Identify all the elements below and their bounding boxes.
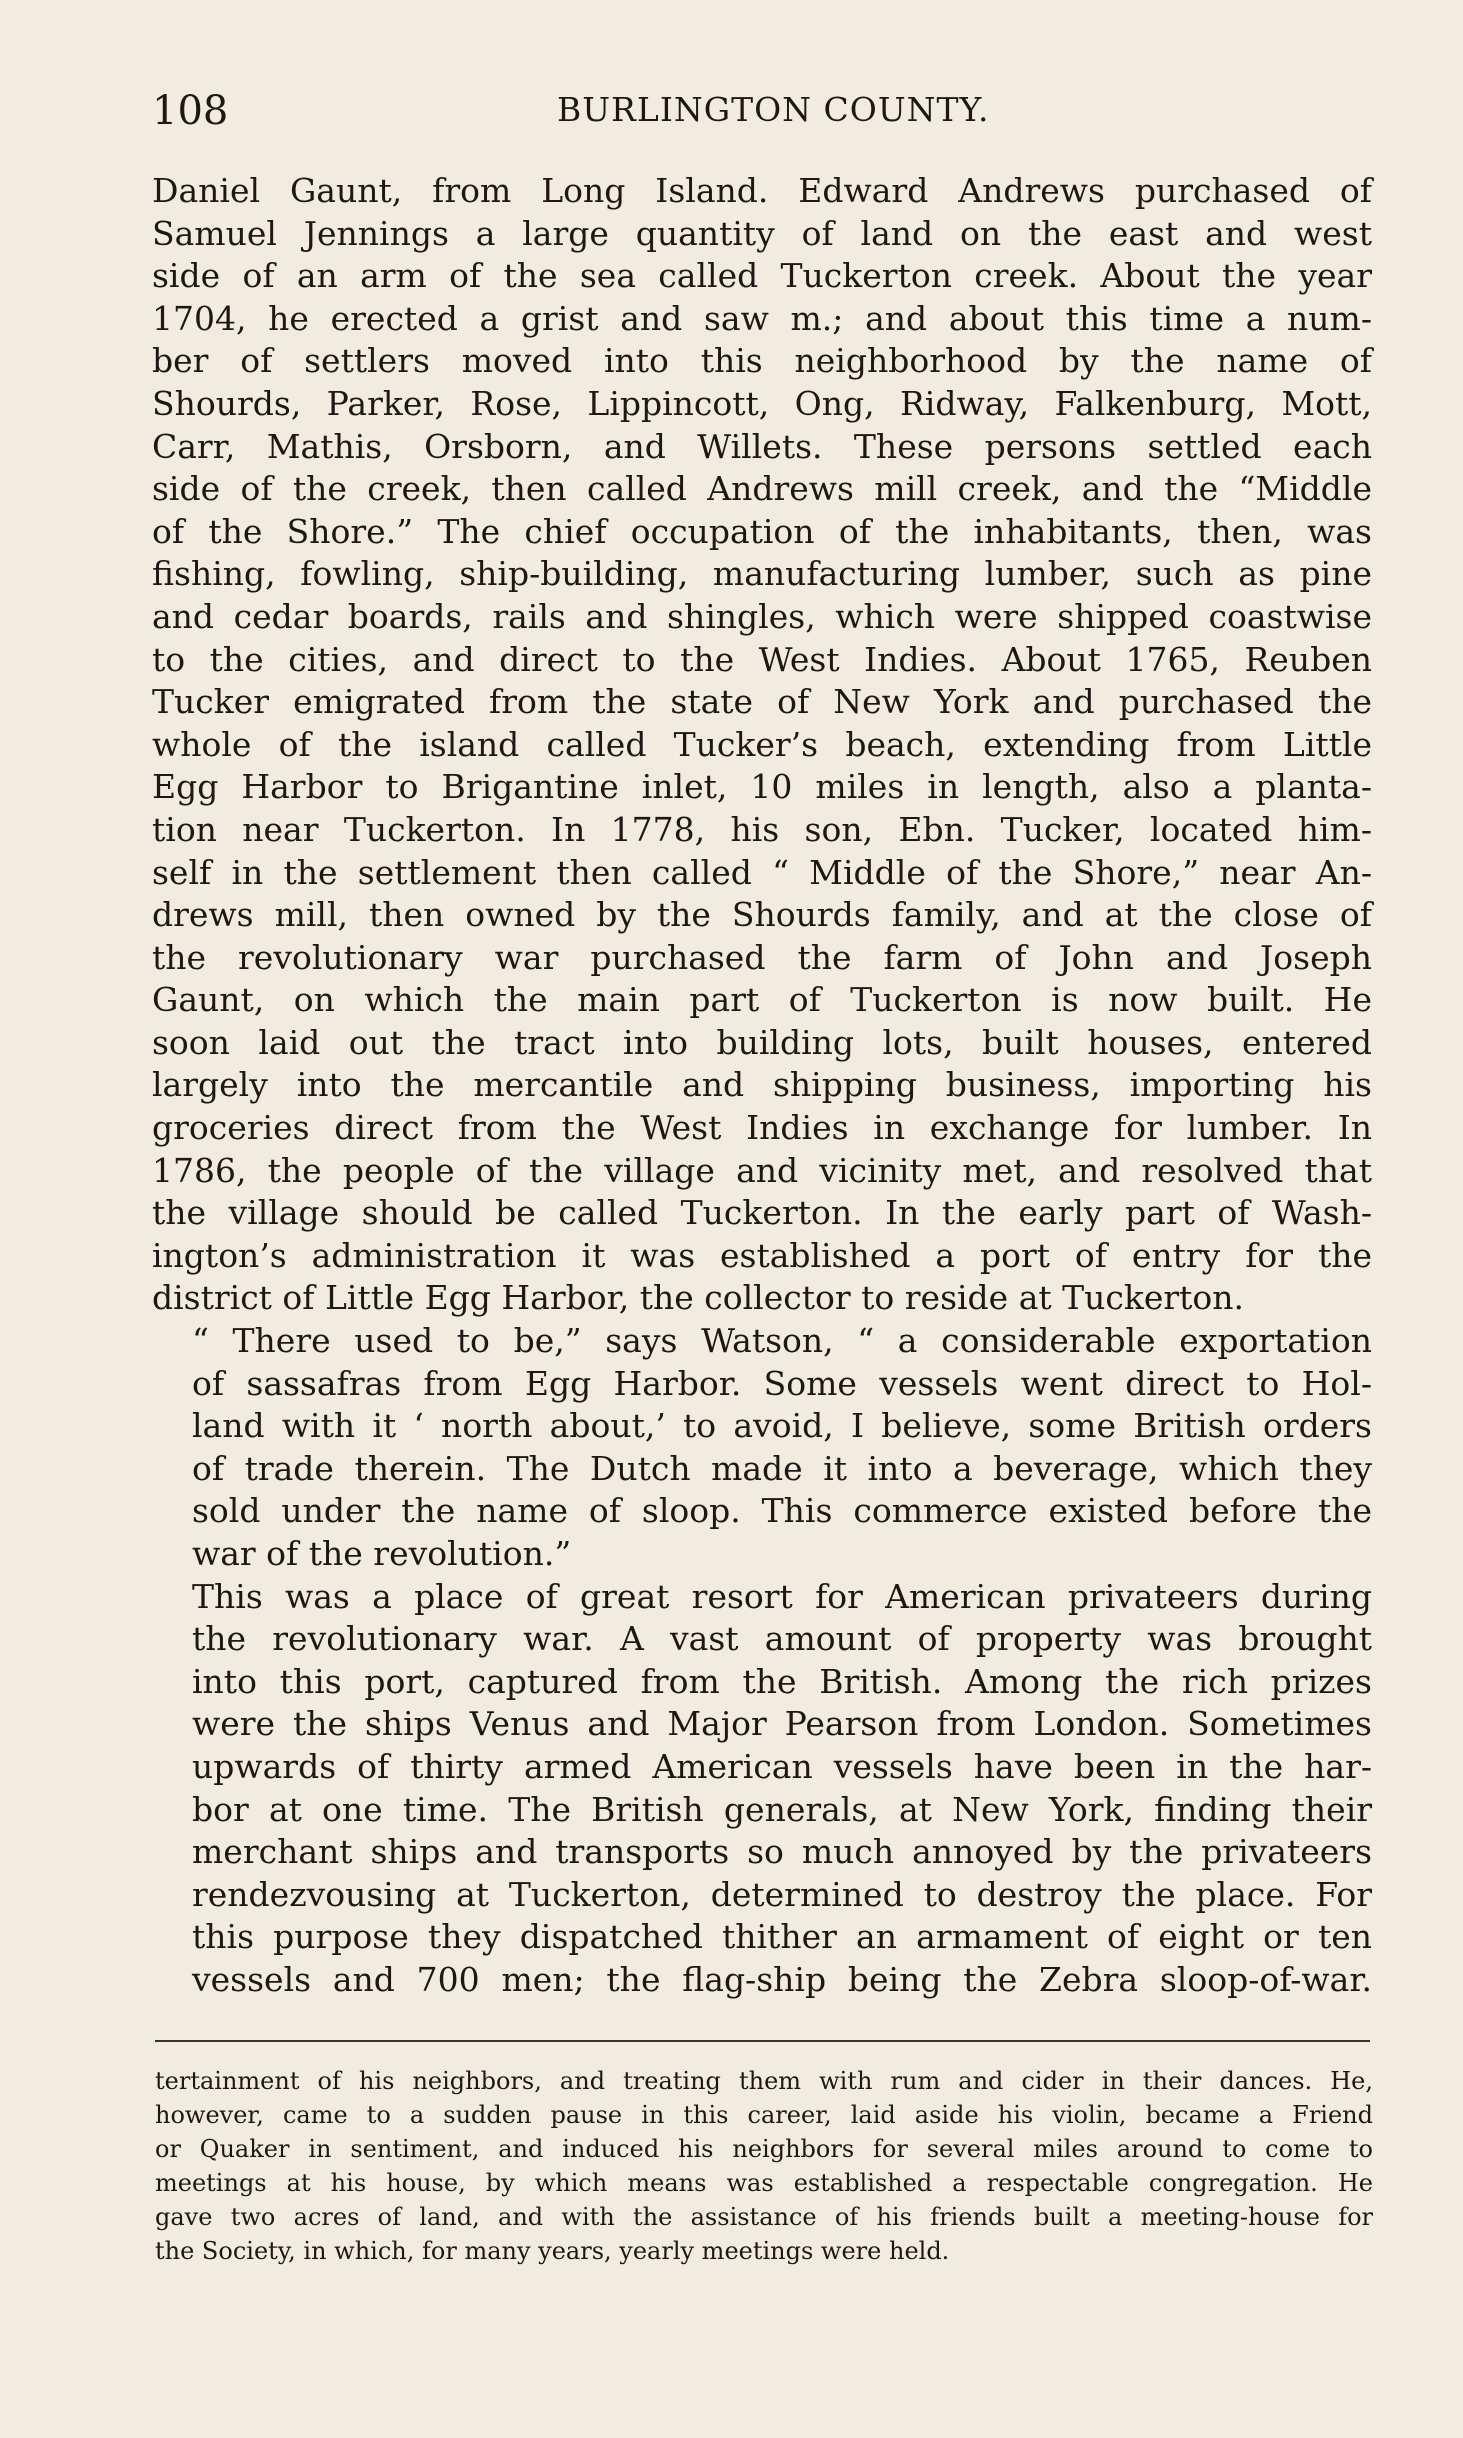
footnote-line: meetings at his house, by which means was established a respectable congregation. He	[155, 2169, 1373, 2197]
page-header	[152, 88, 1372, 138]
text-line: ber of settlers moved into this neighborhood by the name of	[152, 341, 1372, 381]
text-line: Gaunt, on which the main part of Tuckerton is now built. He	[152, 980, 1372, 1020]
text-line: drews mill, then owned by the Shourds family, and at the close of	[152, 895, 1372, 935]
text-line: the revolutionary war purchased the farm of John and Joseph	[152, 937, 1372, 977]
text-line: Carr, Mathis, Orsborn, and Willets. These persons settled each	[152, 426, 1372, 466]
footnote-line: the Society, in which, for many years, yearly meetings were held.	[155, 2237, 950, 2265]
text-line: upwards of thirty armed American vessels have been in the har-	[192, 1746, 1372, 1786]
text-line: Tucker emigrated from the state of New York and purchased the	[152, 682, 1372, 722]
text-line: 1786, the people of the village and vicinity met, and resolved that	[152, 1150, 1372, 1190]
text-line: Egg Harbor to Brigantine inlet, 10 miles in length, also a planta-	[152, 767, 1372, 807]
text-line: “ There used to be,” says Watson, “ a considerable exportation	[192, 1321, 1372, 1361]
text-line: This was a place of great resort for American privateers during	[192, 1576, 1372, 1616]
text-line: Samuel Jennings a large quantity of land on the east and west	[152, 213, 1372, 253]
text-line: of sassafras from Egg Harbor. Some vessels went direct to Hol-	[192, 1363, 1372, 1403]
footnote-line: or Quaker in sentiment, and induced his neighbors for several miles around to come to	[155, 2135, 1373, 2163]
text-line: and cedar boards, rails and shingles, which were shipped coastwise	[152, 596, 1372, 636]
main-text	[152, 170, 1372, 2002]
text-line: whole of the island called Tucker’s beach, extending from Little	[152, 724, 1372, 764]
text-line: rendezvousing at Tuckerton, determined to destroy the place. For	[192, 1874, 1372, 1914]
text-line: 1704, he erected a grist and saw m.; and about this time a num-	[152, 298, 1372, 338]
text-line: land with it ‘ north about,’ to avoid, I believe, some British orders	[192, 1406, 1372, 1446]
footnote-divider	[155, 2040, 1370, 2042]
text-line: Daniel Gaunt, from Long Island. Edward Andrews purchased of	[152, 171, 1372, 210]
page-number: 108	[152, 88, 229, 134]
text-line: soon laid out the tract into building lots, built houses, entered	[152, 1022, 1372, 1062]
footnote-line: however, came to a sudden pause in this career, laid aside his violin, became a Friend	[155, 2101, 1373, 2129]
footnote	[155, 2064, 1373, 2268]
text-line: groceries direct from the West Indies in exchange for lumber. In	[152, 1108, 1372, 1148]
running-head: BURLINGTON COUNTY.	[557, 90, 990, 129]
text-line: side of the creek, then called Andrews mill creek, and the “Middle	[152, 469, 1372, 509]
text-line: of the Shore.” The chief occupation of the inhabitants, then, was	[152, 511, 1372, 551]
text-line: bor at one time. The British generals, at New York, finding their	[192, 1789, 1372, 1829]
text-line: were the ships Venus and Major Pearson from London. Sometimes	[192, 1704, 1372, 1744]
text-line: of trade therein. The Dutch made it into a beverage, which they	[192, 1448, 1372, 1488]
paragraph-privateers	[152, 1576, 1372, 2002]
text-line: district of Little Egg Harbor, the collector to reside at Tuckerton.	[152, 1278, 1245, 1318]
text-line: vessels and 700 men; the flag-ship being the Zebra sloop-of-war.	[192, 1959, 1372, 1999]
text-line: the revolutionary war. A vast amount of property was brought	[192, 1619, 1372, 1659]
text-line: side of an arm of the sea called Tuckerton creek. About the year	[152, 256, 1372, 296]
text-line: tion near Tuckerton. In 1778, his son, Ebn. Tucker, located him-	[152, 809, 1372, 849]
footnote-line: gave two acres of land, and with the assistance of his friends built a meeting-house for	[155, 2203, 1373, 2231]
text-line: ington’s administration it was established a port of entry for the	[152, 1235, 1372, 1275]
text-line: the village should be called Tuckerton. In the early part of Wash-	[152, 1193, 1372, 1233]
text-line: sold under the name of sloop. This commerce existed before the	[192, 1491, 1372, 1531]
text-line: Shourds, Parker, Rose, Lippincott, Ong, Ridway, Falkenburg, Mott,	[152, 383, 1372, 423]
text-line: this purpose they dispatched thither an armament of eight or ten	[192, 1917, 1372, 1957]
text-line: into this port, captured from the British. Among the rich prizes	[192, 1661, 1372, 1701]
text-line: merchant ships and transports so much annoyed by the privateers	[192, 1832, 1372, 1872]
text-line: self in the settlement then called “ Middle of the Shore,” near An-	[152, 852, 1372, 892]
text-line: war of the revolution.”	[192, 1534, 572, 1573]
footnote-line: tertainment of his neighbors, and treating them with rum and cider in their dances. He,	[155, 2067, 1373, 2095]
text-line: fishing, fowling, ship-building, manufacturing lumber, such as pine	[152, 554, 1372, 594]
paragraph-tuckerton-history	[152, 170, 1372, 1320]
paragraph-watson-quote	[152, 1320, 1372, 1576]
text-line: to the cities, and direct to the West Indies. About 1765, Reuben	[152, 639, 1372, 679]
text-line: largely into the mercantile and shipping business, importing his	[152, 1065, 1372, 1105]
